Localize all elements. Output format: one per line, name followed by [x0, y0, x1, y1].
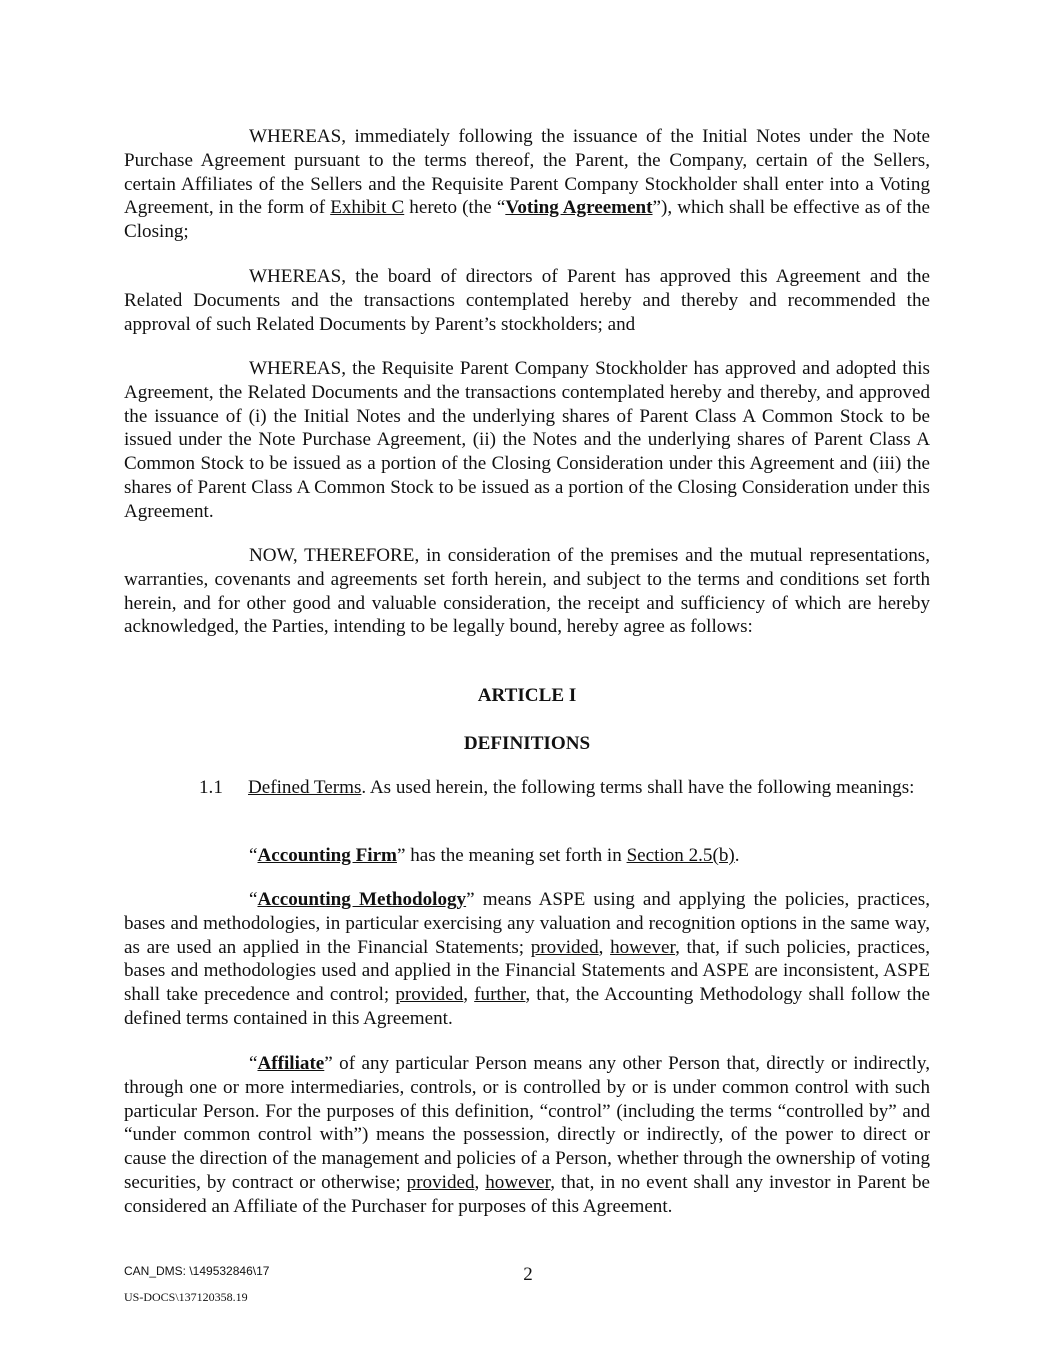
- defined-term-affiliate: Affiliate: [257, 1053, 325, 1074]
- whereas-stockholder-paragraph: WHEREAS, the Requisite Parent Company Stockholder has approved and adopted this Agreement, the Related Documents and the transactions contemplated hereby and thereby, and approved the issuance of (i) the Initial Notes and the underlying shares of Parent Class A Common Stock to be issued under the Note Purchase Agreement, (ii) the Notes and the underlying shares of Parent Class A Common Stock to be issued as a portion of the Closing Consideration under this Agreement and (iii) the shares of Parent Class A Common Stock to be issued as a portion of the Closing Consideration under this Agreement.: [124, 358, 930, 522]
- now-therefore-paragraph: NOW, THEREFORE, in consideration of the premises and the mutual representations, warranties, covenants and agreements set forth herein, and subject to the terms and conditions set forth herein, and for other good and valuable consideration, the receipt and sufficiency of which are hereby acknowledged, the Parties, intending to be legally bound, hereby agree as follows:: [124, 545, 930, 638]
- provided-underlined: provided: [406, 1171, 475, 1193]
- page-number: 2: [523, 1264, 533, 1285]
- footer-doc-id-can: CAN_DMS: \149532846\17: [124, 1264, 270, 1278]
- defined-term-accounting-methodology: Accounting Methodology: [257, 889, 467, 910]
- article-title-heading: DEFINITIONS: [463, 733, 591, 754]
- section-number: 1.1: [199, 777, 223, 798]
- section-1-1-paragraph: 1.1 Defined Terms. As used herein, the following terms shall have the following meanings:: [199, 777, 915, 798]
- defined-term-accounting-firm: Accounting Firm: [257, 845, 397, 866]
- however-underlined: however: [485, 1171, 551, 1193]
- section-heading-defined-terms: Defined Terms: [248, 777, 362, 798]
- exhibit-c-reference: Exhibit C: [330, 197, 405, 219]
- however-underlined: however: [610, 936, 676, 958]
- article-number-heading: ARTICLE I: [477, 685, 577, 706]
- definition-affiliate: “Affiliate” of any particular Person means any other Person that, directly or indirectly, through one or more intermediaries, controls, or is controlled by or is under common control with such particular Person. For the purposes of this definition, “control” (including the terms “controlled by” and “under common control with”) means the possession, directly or indirectly, of the power to direct or cause the direction of the management and policies of a Person, whether through the ownership of voting securities, by contract or otherwise; provided, however, that, in no event shall any investor in Parent be considered an Affiliate of the Purchaser for purposes of this Agreement.: [124, 1053, 930, 1217]
- provided-underlined: provided: [530, 936, 599, 958]
- whereas-board-paragraph: WHEREAS, the board of directors of Parent has approved this Agreement and the Related Documents and the transactions contemplated hereby and thereby and recommended the approval of such Related Documents by Parent’s stockholders; and: [124, 266, 930, 335]
- section-2-5-b-reference: Section 2.5(b): [626, 845, 735, 866]
- definition-accounting-firm: “Accounting Firm” has the meaning set forth in Section 2.5(b).: [249, 845, 740, 866]
- whereas-voting-agreement-paragraph: WHEREAS, immediately following the issuance of the Initial Notes under the Note Purchase Agreement pursuant to the terms thereof, the Parent, the Company, certain of the Sellers, certain Affiliates of the Sellers and the Requisite Parent Company Stockholder shall enter into a Voting Agreement, in the form of Exhibit C hereto (the “Voting Agreement”), which shall be effective as of the Closing;: [124, 126, 931, 243]
- defined-term-voting-agreement: Voting Agreement: [505, 197, 653, 219]
- definition-accounting-methodology: “Accounting Methodology” means ASPE using and applying the policies, practices, bases and methodologies, in particular exercising any valuation and recognition options in the same way, as are used an applied in the Financial Statements; provided, however, that, if such policies, practices, bases and methodologies used and applied in the Financial Statements and ASPE are inconsistent, ASPE shall take precedence and control; provided, further, that, the Accounting Methodology shall follow the defined terms contained in this Agreement.: [124, 889, 931, 1029]
- provided-underlined: provided: [395, 984, 464, 1006]
- further-underlined: further: [474, 984, 526, 1006]
- footer-doc-id-us: US-DOCS\137120358.19: [124, 1290, 248, 1304]
